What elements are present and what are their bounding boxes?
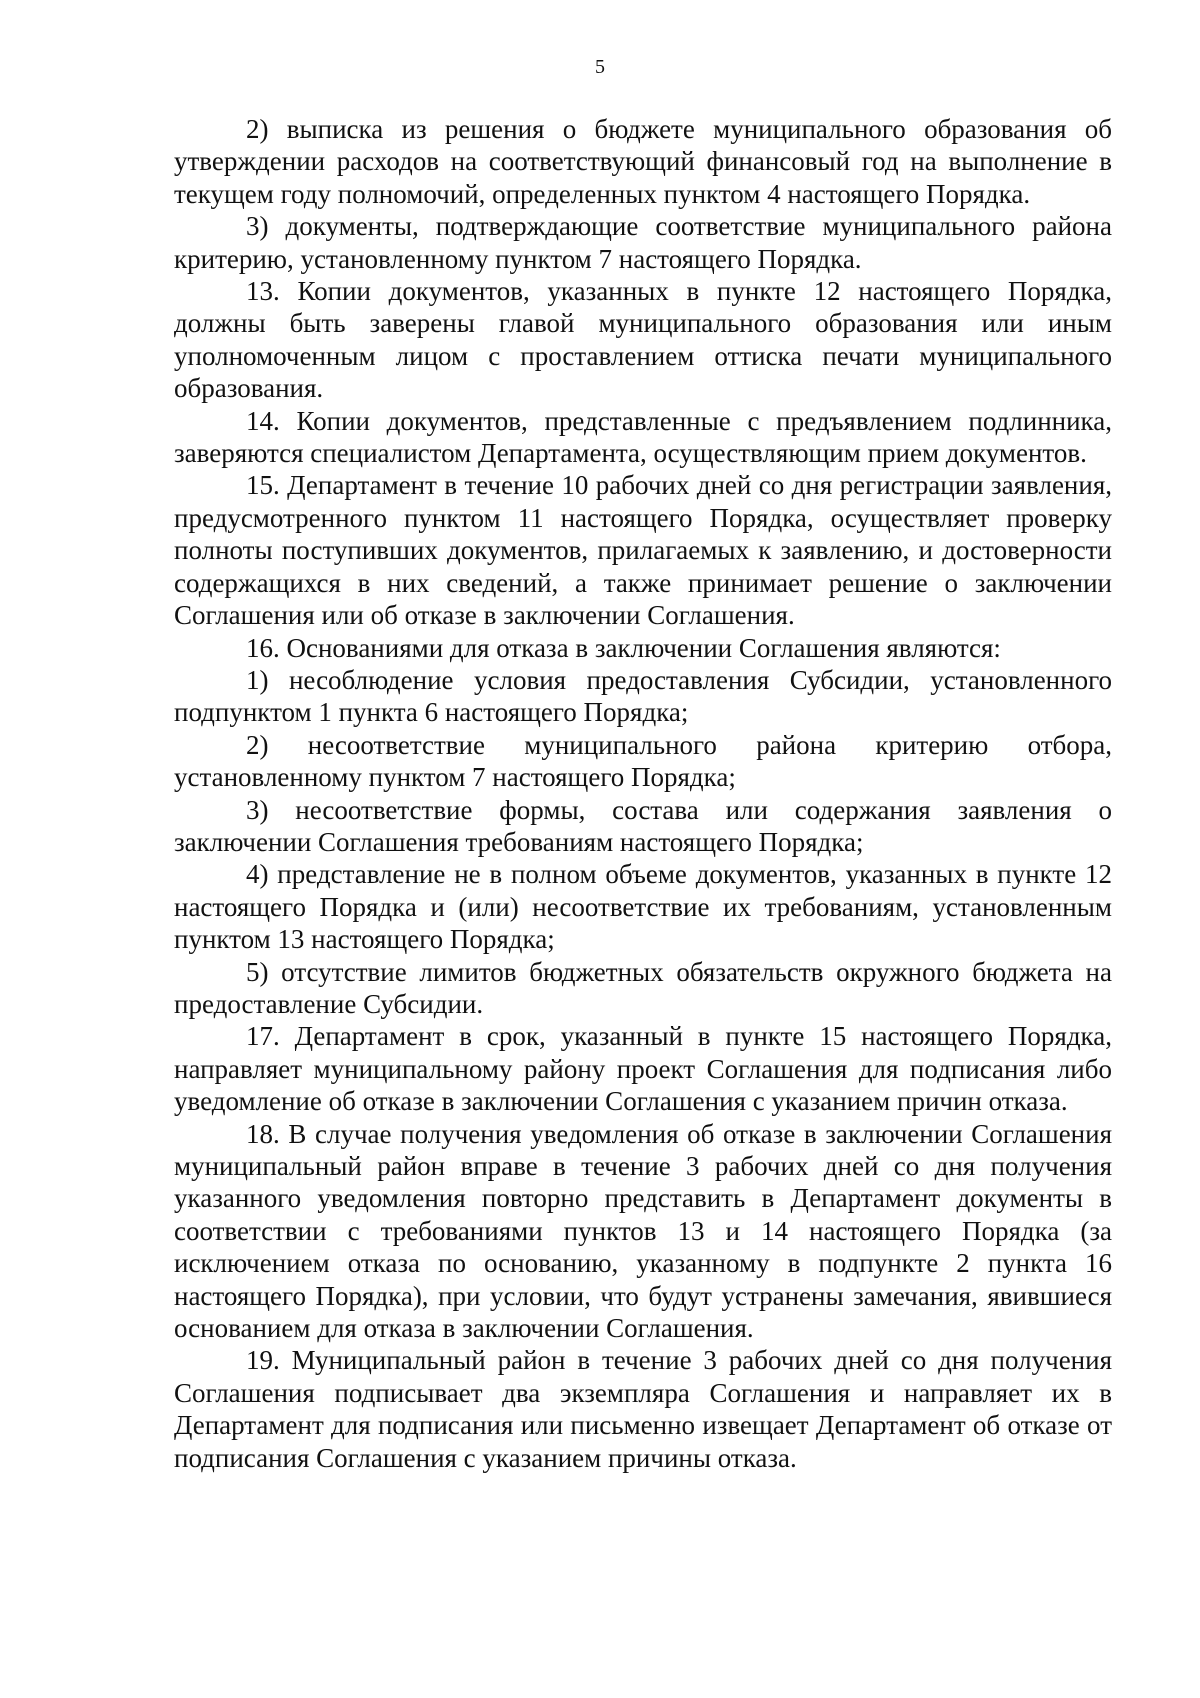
paragraph: 5) отсутствие лимитов бюджетных обязательств окружного бюджета на предоставление Субсидии. <box>174 956 1112 1019</box>
paragraph: 15. Департамент в течение 10 рабочих дней со дня регистрации заявления, предусмотренного пунктом 11 настоящего Порядка, осуществляет проверку полноты поступивших документов, прилагаемых к заявлению, и достоверности содержащихся в них сведений, а также принимает решение о заключении Соглашения или об отказе в заключении Соглашения. <box>174 470 1112 631</box>
page-number: 5 <box>595 56 605 78</box>
document-body <box>174 113 1112 1474</box>
paragraph: 3) несоответствие формы, состава или содержания заявления о заключении Соглашения требованиям настоящего Порядка; <box>174 794 1112 857</box>
paragraph: 4) представление не в полном объеме документов, указанных в пункте 12 настоящего Порядка и (или) несоответствие их требованиям, установленным пунктом 13 настоящего Порядка; <box>174 859 1112 955</box>
paragraph: 2) несоответствие муниципального района критерию отбора, установленному пунктом 7 настоящего Порядка; <box>174 729 1112 793</box>
paragraph: 14. Копии документов, представленные с предъявлением подлинника, заверяются специалистом Департамента, осуществляющим прием документов. <box>174 405 1112 469</box>
paragraph: 19. Муниципальный район в течение 3 рабочих дней со дня получения Соглашения подписывает два экземпляра Соглашения и направляет их в Департамент для подписания или письменно извещает Департамент об отказе от подписания Соглашения с указанием причины отказа. <box>174 1345 1112 1473</box>
paragraph: 17. Департамент в срок, указанный в пункте 15 настоящего Порядка, направляет муниципальному району проект Соглашения для подписания либо уведомление об отказе в заключении Соглашения с указанием причин отказа. <box>174 1021 1112 1117</box>
paragraph: 18. В случае получения уведомления об отказе в заключении Соглашения муниципальный район вправе в течение 3 рабочих дней со дня получения указанного уведомления повторно представить в Департамент документы в соответствии с требованиями пунктов 13 и 14 настоящего Порядка (за исключением отказа по основанию, указанному в подпункте 2 пункта 16 настоящего Порядка), при условии, что будут устранены замечания, явившиеся основанием для отказа в заключении Соглашения. <box>174 1118 1112 1344</box>
paragraph: 16. Основаниями для отказа в заключении Соглашения являются: <box>246 632 1001 663</box>
paragraph: 3) документы, подтверждающие соответствие муниципального района критерию, установленному пунктом 7 настоящего Порядка. <box>174 211 1112 274</box>
paragraph: 13. Копии документов, указанных в пункте 12 настоящего Порядка, должны быть заверены главой муниципального образования или иным уполномоченным лицом с проставлением оттиска печати муниципального образования. <box>174 276 1112 404</box>
paragraph: 1) несоблюдение условия предоставления Субсидии, установленного подпунктом 1 пункта 6 настоящего Порядка; <box>174 664 1112 728</box>
paragraph: 2) выписка из решения о бюджете муниципального образования об утверждении расходов на соответствующий финансовый год на выполнение в текущем году полномочий, определенных пунктом 4 настоящего Порядка. <box>174 114 1112 209</box>
